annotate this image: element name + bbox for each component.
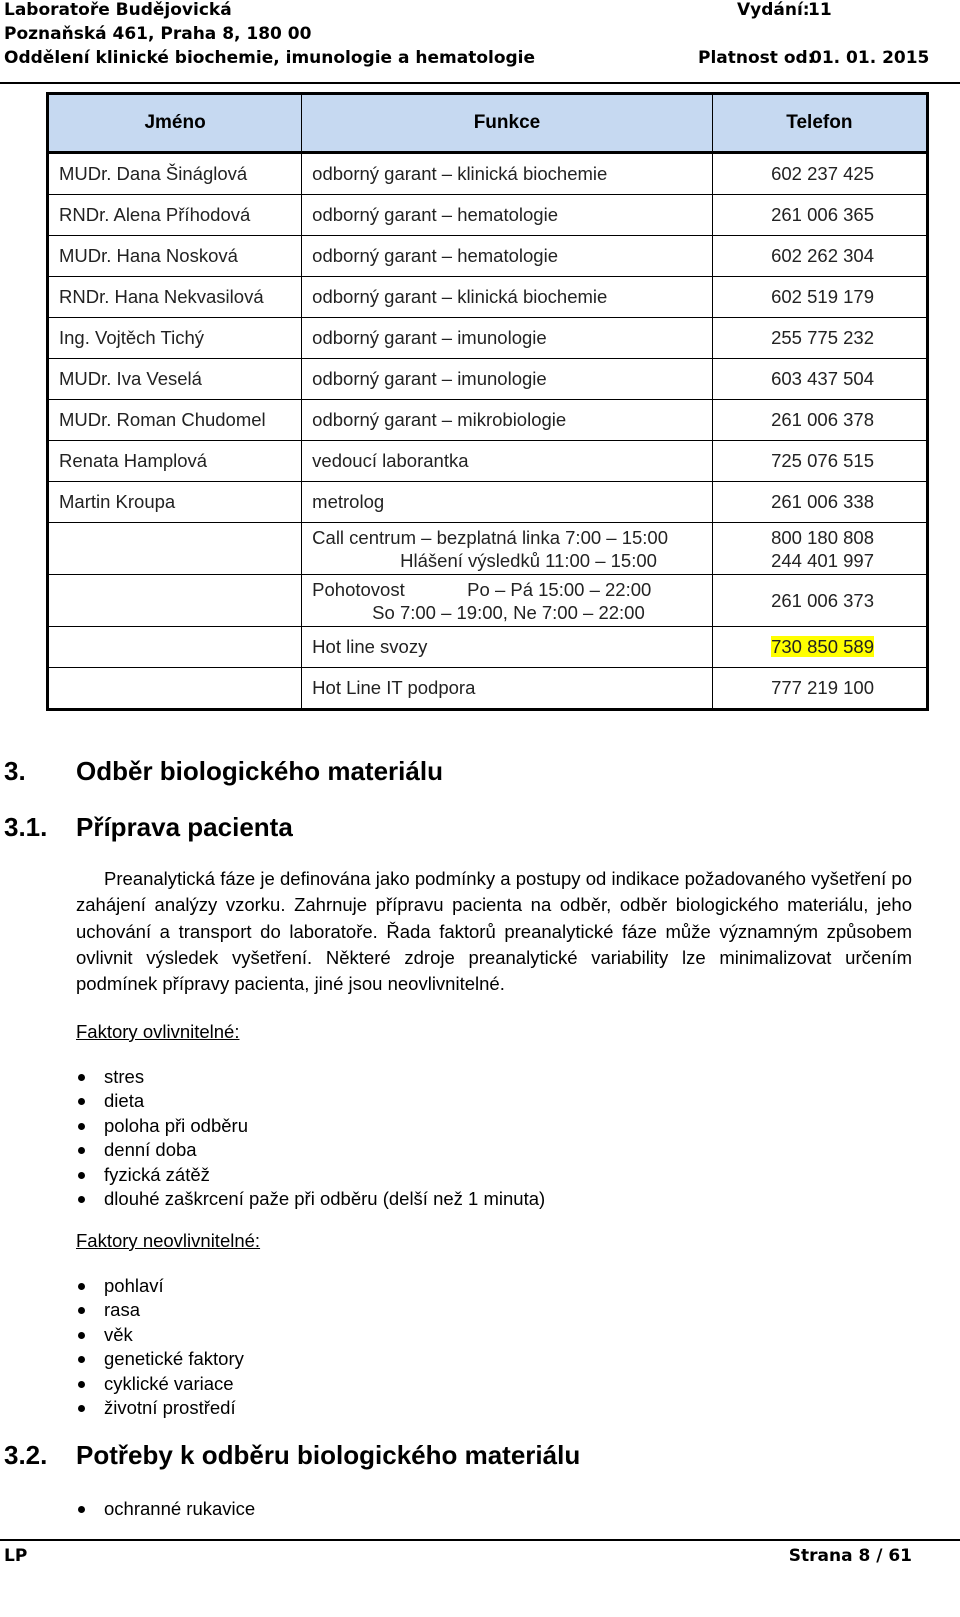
list-item: denní doba xyxy=(76,1138,545,1162)
edition-value: 11 xyxy=(808,0,832,20)
cell-role: vedoucí laborantka xyxy=(302,441,713,482)
table-row xyxy=(48,277,928,318)
edition-label: Vydání: xyxy=(737,0,810,20)
cell-phone: 603 437 504 xyxy=(712,359,927,400)
table-header-row xyxy=(48,94,928,153)
call-center-line: Call centrum – bezplatná linka 7:00 – 15:00 xyxy=(312,526,669,548)
table-row xyxy=(48,318,928,359)
hotline-svozy-phone: 730 850 589 xyxy=(771,636,874,657)
footer-doc-code: LP xyxy=(4,1546,28,1566)
cell-phone: 602 262 304 xyxy=(712,236,927,277)
call-center-phones xyxy=(712,523,927,575)
section-3-2-number: 3.2. xyxy=(4,1440,48,1470)
cell-phone: 261 006 338 xyxy=(712,482,927,523)
department-name: Oddělení klinické biochemie, imunologie a hematologie xyxy=(4,48,536,68)
cell-role: odborný garant – imunologie xyxy=(302,359,713,400)
section-3-title: Odběr biologického materiálu xyxy=(76,756,443,786)
cell-name: Ing. Vojtěch Tichý xyxy=(48,318,302,359)
list-item: ochranné rukavice xyxy=(76,1497,255,1521)
hotline-svozy-row xyxy=(48,627,928,668)
list-item: cyklické variace xyxy=(76,1372,244,1396)
cell-name: RNDr. Alena Příhodová xyxy=(48,195,302,236)
list-item: genetické faktory xyxy=(76,1347,244,1371)
emergency-cell xyxy=(302,575,713,627)
list-item: poloha při odběru xyxy=(76,1114,545,1138)
hotline-it-row xyxy=(48,668,928,710)
non-influenceable-factors-list xyxy=(76,1274,244,1420)
emergency-weekdays-line xyxy=(312,578,702,601)
column-header-phone: Telefon xyxy=(712,94,927,153)
contacts-table xyxy=(46,92,929,711)
cell-phone: 261 006 365 xyxy=(712,195,927,236)
header-divider xyxy=(0,82,960,84)
call-center-phone: 800 180 808 xyxy=(771,526,874,548)
cell-empty xyxy=(48,668,302,710)
list-item: dlouhé zaškrcení paže při odběru (delší než 1 minuta) xyxy=(76,1187,545,1211)
emergency-weekend: So 7:00 – 19:00, Ne 7:00 – 22:00 xyxy=(372,601,645,623)
hotline-it-phone: 777 219 100 xyxy=(712,668,927,710)
column-header-function: Funkce xyxy=(302,94,713,153)
table-row xyxy=(48,441,928,482)
cell-empty xyxy=(48,575,302,627)
list-item: stres xyxy=(76,1065,545,1089)
supplies-list xyxy=(76,1497,255,1521)
column-header-name: Jméno xyxy=(48,94,302,153)
table-row xyxy=(48,236,928,277)
cell-role: metrolog xyxy=(302,482,713,523)
cell-phone: 261 006 378 xyxy=(712,400,927,441)
cell-phone: 725 076 515 xyxy=(712,441,927,482)
table-row xyxy=(48,482,928,523)
cell-name: MUDr. Iva Veselá xyxy=(48,359,302,400)
cell-role: odborný garant – klinická biochemie xyxy=(302,153,713,195)
influenceable-factors-list xyxy=(76,1065,545,1211)
results-phone: 244 401 997 xyxy=(771,549,874,571)
emergency-phone: 261 006 373 xyxy=(712,575,927,627)
lab-address: Poznaňská 461, Praha 8, 180 00 xyxy=(4,24,312,44)
cell-role: odborný garant – hematologie xyxy=(302,236,713,277)
list-item: životní prostředí xyxy=(76,1396,244,1420)
section-3-1-title: Příprava pacienta xyxy=(76,812,293,842)
footer-divider xyxy=(0,1539,960,1541)
cell-name: MUDr. Roman Chudomel xyxy=(48,400,302,441)
footer-page-number: Strana 8 / 61 xyxy=(788,1546,912,1566)
hotline-it-label: Hot Line IT podpora xyxy=(302,668,713,710)
call-center-cell xyxy=(302,523,713,575)
emergency-weekdays: Po – Pá 15:00 – 22:00 xyxy=(467,578,652,600)
list-item: fyzická zátěž xyxy=(76,1163,545,1187)
preanalytic-paragraph: Preanalytická fáze je definována jako podmínky a postupy od indikace požadovaného vyšetření po zahájení analýzy vzorku. Zahrnuje přípravu pacienta na odběr, odběr biologického materiálu, jeho uchování a transport do laboratoře. Řada faktorů preanalytické fáze může významným způsobem ovlivnit výsledek vyšetření. Některé zdroje preanalytické variability lze minimalizovat určením podmínek přípravy pacienta, jiné jsou neovlivnitelné. xyxy=(76,868,912,995)
table-row xyxy=(48,359,928,400)
cell-role: odborný garant – imunologie xyxy=(302,318,713,359)
influenceable-factors-label: Faktory ovlivnitelné: xyxy=(76,1021,240,1042)
cell-name: Martin Kroupa xyxy=(48,482,302,523)
validity-value: 01. 01. 2015 xyxy=(810,48,930,68)
cell-phone: 255 775 232 xyxy=(712,318,927,359)
section-3-2-title: Potřeby k odběru biologického materiálu xyxy=(76,1440,581,1470)
cell-role: odborný garant – hematologie xyxy=(302,195,713,236)
non-influenceable-factors-label: Faktory neovlivnitelné: xyxy=(76,1230,261,1251)
hotline-svozy-phone-cell xyxy=(712,627,927,668)
cell-name: RNDr. Hana Nekvasilová xyxy=(48,277,302,318)
cell-role: odborný garant – mikrobiologie xyxy=(302,400,713,441)
section-3-1-number: 3.1. xyxy=(4,812,48,842)
table-row xyxy=(48,400,928,441)
cell-name: MUDr. Dana Šináglová xyxy=(48,153,302,195)
table-row xyxy=(48,195,928,236)
cell-empty xyxy=(48,627,302,668)
list-item: dieta xyxy=(76,1089,545,1113)
table-row xyxy=(48,153,928,195)
lab-name: Laboratoře Budějovická xyxy=(4,0,232,20)
emergency-label: Pohotovost xyxy=(312,578,405,600)
call-center-row xyxy=(48,523,928,575)
cell-role: odborný garant – klinická biochemie xyxy=(302,277,713,318)
results-reporting-line: Hlášení výsledků 11:00 – 15:00 xyxy=(400,549,657,571)
validity-label: Platnost od: xyxy=(698,48,815,68)
hotline-svozy-label: Hot line svozy xyxy=(302,627,713,668)
cell-phone: 602 237 425 xyxy=(712,153,927,195)
cell-name: MUDr. Hana Nosková xyxy=(48,236,302,277)
emergency-row xyxy=(48,575,928,627)
list-item: věk xyxy=(76,1323,244,1347)
section-3-number: 3. xyxy=(4,756,26,786)
list-item: pohlaví xyxy=(76,1274,244,1298)
list-item: rasa xyxy=(76,1298,244,1322)
cell-empty xyxy=(48,523,302,575)
cell-name: Renata Hamplová xyxy=(48,441,302,482)
cell-phone: 602 519 179 xyxy=(712,277,927,318)
